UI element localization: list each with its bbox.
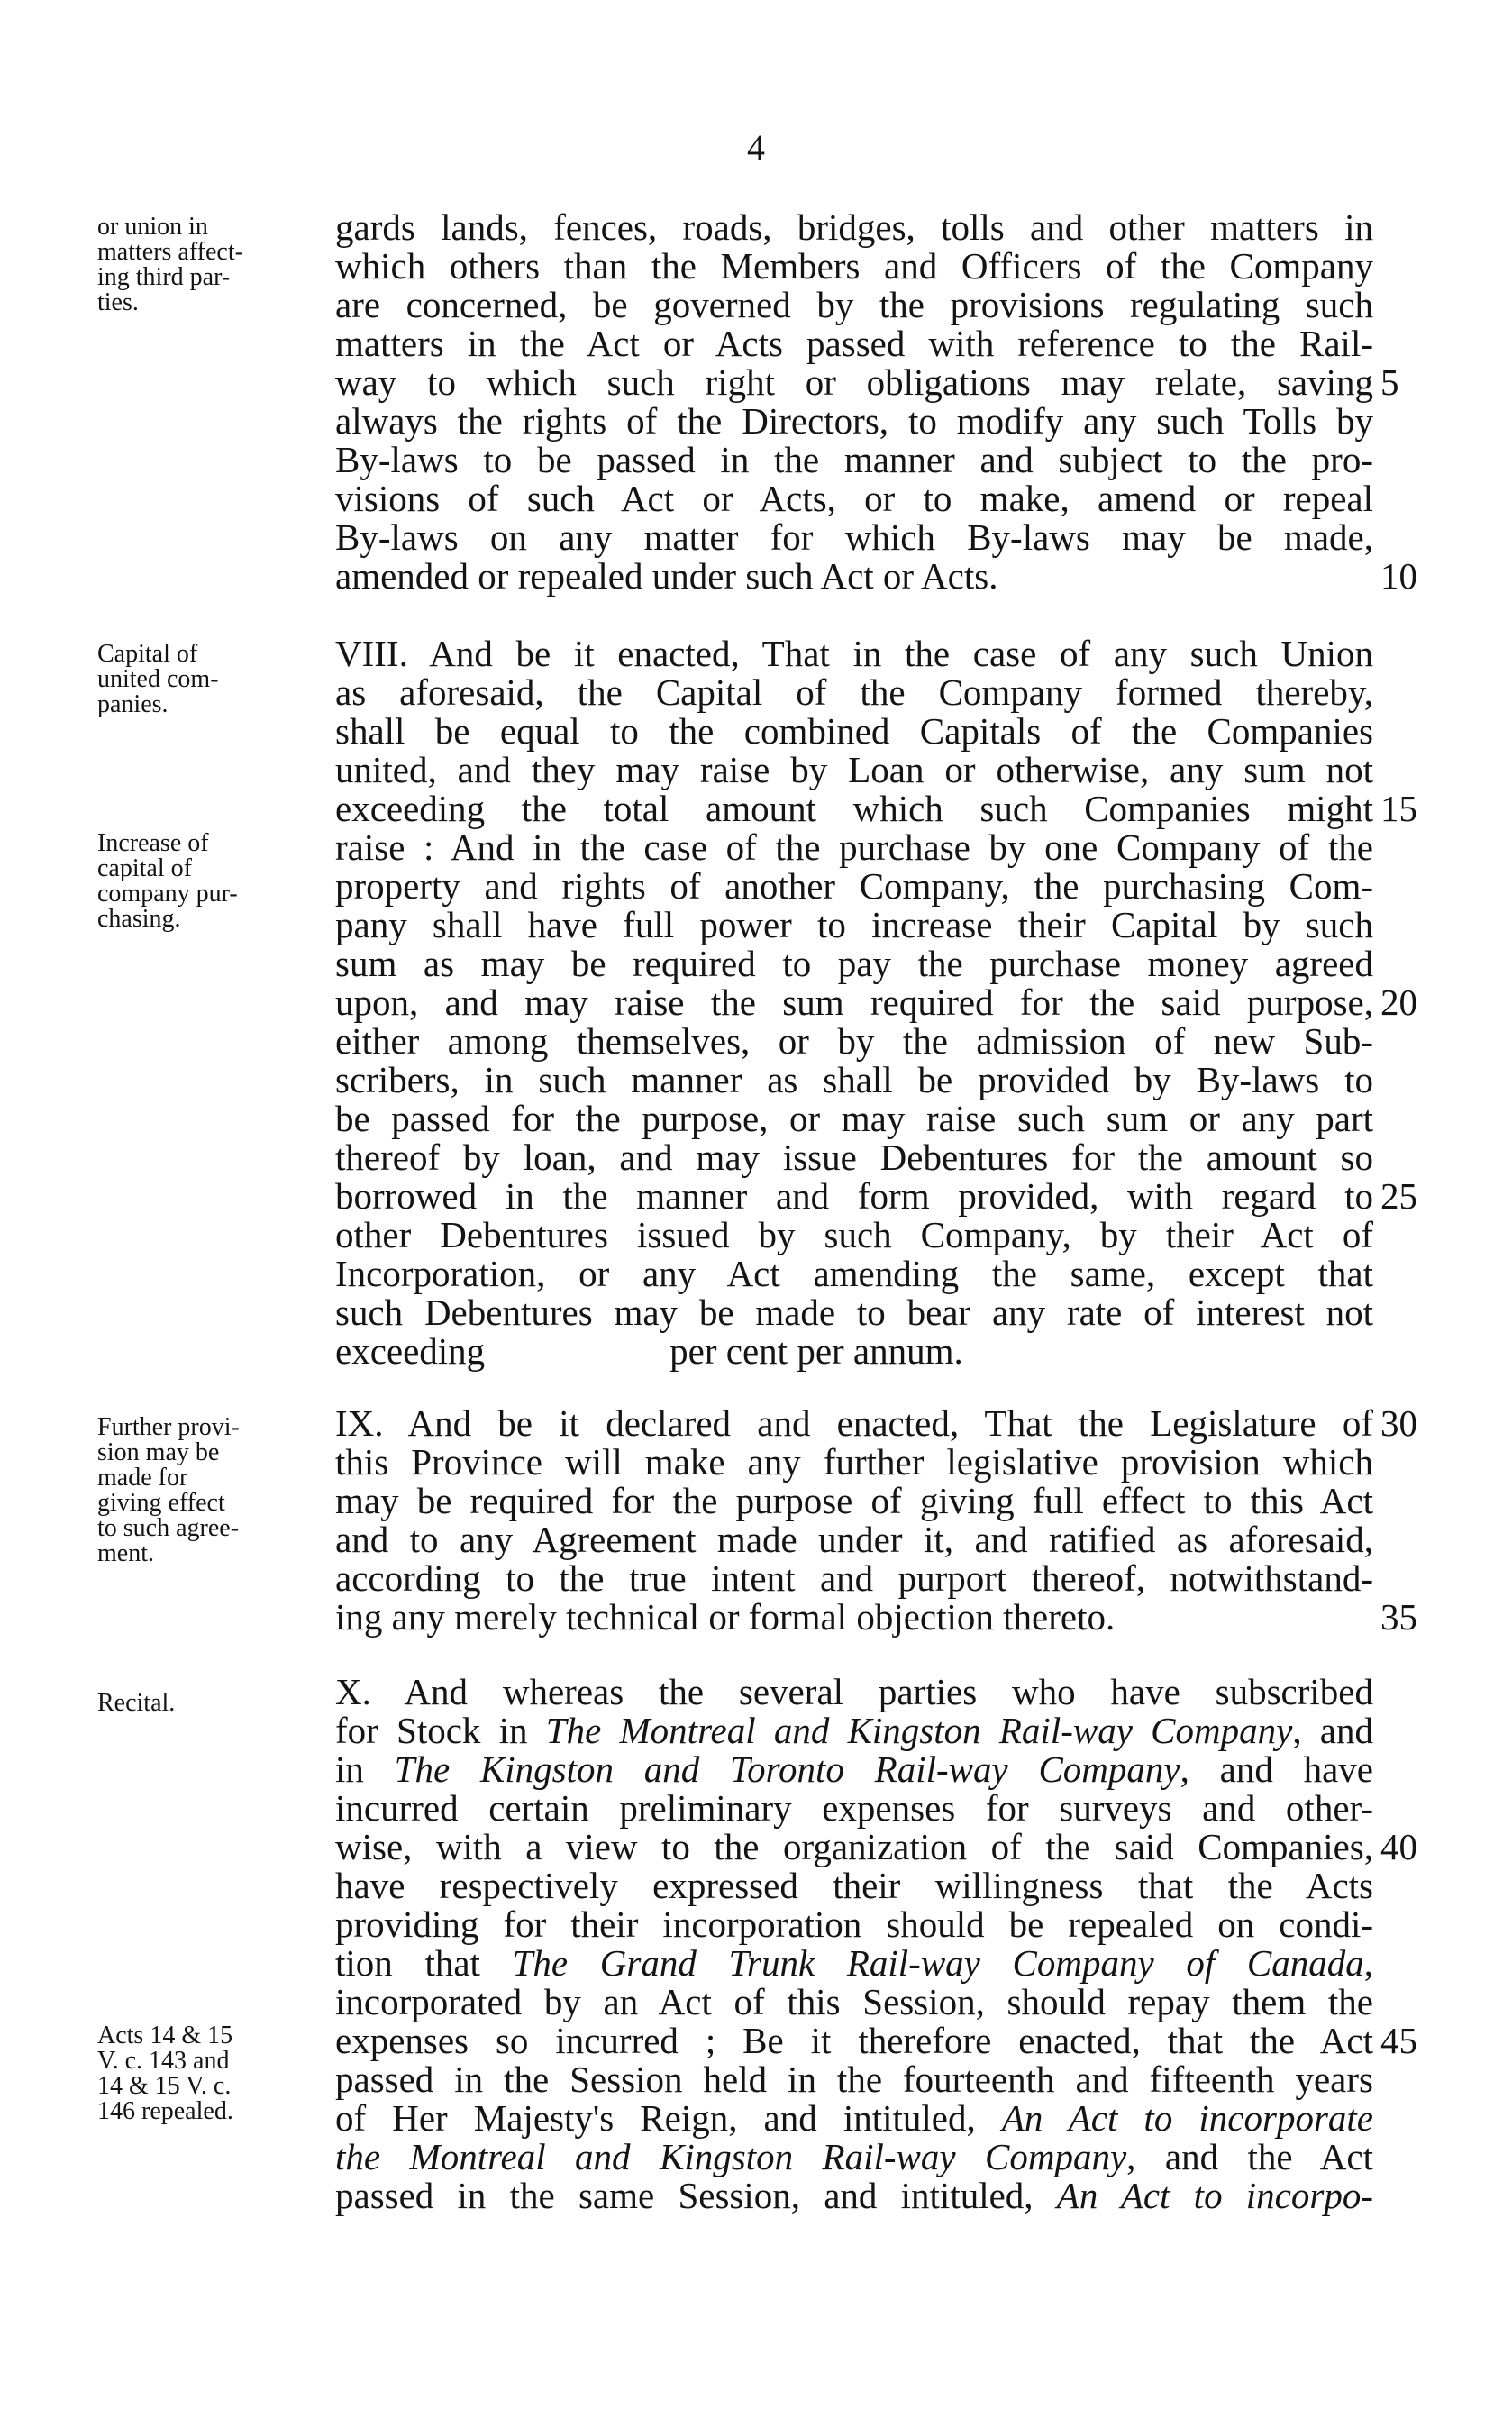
margin-note-line: Acts 14 & 15 bbox=[97, 2022, 233, 2049]
text-line: are concerned, be governed by the provisions regulating such bbox=[335, 284, 1373, 325]
margin-note-line: ties. bbox=[97, 288, 139, 316]
line-number: 10 bbox=[1380, 555, 1417, 597]
margin-note-line: sion may be bbox=[97, 1438, 220, 1466]
text-line: scribers, in such manner as shall be provided by By-laws to bbox=[335, 1059, 1373, 1100]
text-line: for Stock in The Montreal and Kingston Rail-way Company, and bbox=[335, 1710, 1373, 1751]
text-line: have respectively expressed their willingness that the Acts bbox=[335, 1865, 1373, 1906]
margin-note-line: Further provi- bbox=[97, 1413, 240, 1441]
line-number: 30 bbox=[1380, 1402, 1417, 1444]
text-line: visions of such Act or Acts, or to make, amend or repeal bbox=[335, 478, 1373, 519]
text-line: be passed for the purpose, or may raise such sum or any part bbox=[335, 1098, 1373, 1139]
text-line: united, and they may raise by Loan or otherwise, any sum not bbox=[335, 749, 1373, 790]
text-line: of Her Majesty's Reign, and intituled, An Act to incorporate bbox=[335, 2097, 1373, 2139]
text-line: By-laws to be passed in the manner and subject to the pro- bbox=[335, 439, 1373, 480]
text-line: which others than the Members and Officers of the Company bbox=[335, 245, 1373, 287]
text-line: IX. And be it declared and enacted, That the Legislature of bbox=[335, 1402, 1373, 1444]
text-line: borrowed in the manner and form provided, with regard to bbox=[335, 1175, 1373, 1217]
text-line: exceeding the total amount which such Companies might bbox=[335, 788, 1373, 829]
text-line: always the rights of the Directors, to modify any such Tolls by bbox=[335, 400, 1373, 442]
margin-note-further-provision bbox=[97, 1415, 327, 1566]
text-line: in The Kingston and Toronto Rail-way Company, and have bbox=[335, 1748, 1373, 1790]
text-line: expenses so incurred ; Be it therefore enacted, that the Act bbox=[335, 2020, 1373, 2061]
margin-note-acts-repealed bbox=[97, 2023, 327, 2124]
line-number: 20 bbox=[1380, 981, 1417, 1023]
page-number: 4 bbox=[747, 127, 765, 168]
text-line: passed in the same Session, and intituled, An Act to incorpo- bbox=[335, 2175, 1373, 2216]
text-line: ing any merely technical or formal objection thereto. bbox=[335, 1596, 1116, 1638]
text-line: upon, and may raise the sum required for the said purpose, bbox=[335, 981, 1373, 1023]
text-line: way to which such right or obligations may relate, saving bbox=[335, 361, 1373, 403]
text-line: gards lands, fences, roads, bridges, tolls and other matters in bbox=[335, 206, 1373, 248]
text-line: X. And whereas the several parties who have subscribed bbox=[335, 1671, 1373, 1712]
margin-note-line: Capital of bbox=[97, 640, 198, 668]
text-line: raise : And in the case of the purchase by one Company of the bbox=[335, 826, 1373, 868]
text-line: and to any Agreement made under it, and ratified as aforesaid, bbox=[335, 1519, 1373, 1560]
margin-note-union bbox=[97, 215, 327, 315]
text-line: passed in the Session held in the fourteenth and fifteenth years bbox=[335, 2058, 1373, 2100]
text-line: according to the true intent and purport thereof, notwithstand- bbox=[335, 1557, 1373, 1599]
margin-note-line: or union in bbox=[97, 213, 208, 241]
margin-note-line: ment. bbox=[97, 1539, 154, 1567]
margin-note-capital bbox=[97, 642, 327, 717]
text-line: incurred certain preliminary expenses for surveys and other- bbox=[335, 1787, 1373, 1829]
line-number: 5 bbox=[1380, 361, 1399, 403]
text-line: shall be equal to the combined Capitals of the Companies bbox=[335, 710, 1373, 752]
margin-note-increase bbox=[97, 831, 327, 932]
text-line: pany shall have full power to increase their Capital by such bbox=[335, 904, 1373, 945]
text-line: thereof by loan, and may issue Debentures for the amount so bbox=[335, 1136, 1373, 1178]
margin-note-line: chasing. bbox=[97, 905, 181, 933]
margin-note-line: matters affect- bbox=[97, 238, 243, 266]
text-line: providing for their incorporation should be repealed on condi- bbox=[335, 1903, 1373, 1945]
line-number: 35 bbox=[1380, 1596, 1417, 1638]
text-line: amended or repealed under such Act or Acts. bbox=[335, 555, 998, 597]
margin-note-line: ing third par- bbox=[97, 263, 231, 291]
margin-note-line: giving effect bbox=[97, 1489, 225, 1517]
text-line: sum as may be required to pay the purchase money agreed bbox=[335, 943, 1373, 984]
text-line: may be required for the purpose of giving full effect to this Act bbox=[335, 1480, 1373, 1521]
text-line: matters in the Act or Acts passed with reference to the Rail- bbox=[335, 323, 1373, 364]
text-line: VIII. And be it enacted, That in the case of any such Union bbox=[335, 633, 1373, 674]
margin-note-line: united com- bbox=[97, 665, 219, 693]
text-line: incorporated by an Act of this Session, should repay them the bbox=[335, 1981, 1373, 2022]
margin-note-line: 146 repealed. bbox=[97, 2097, 233, 2125]
margin-note-line: company pur- bbox=[97, 880, 238, 908]
text-line: By-laws on any matter for which By-laws may be made, bbox=[335, 516, 1373, 558]
margin-note-line: capital of bbox=[97, 854, 192, 882]
margin-note-line: Recital. bbox=[97, 1689, 176, 1717]
text-line: other Debentures issued by such Company, by their Act of bbox=[335, 1214, 1373, 1255]
text-line: wise, with a view to the organization of the said Companies, bbox=[335, 1826, 1373, 1867]
text-line: exceeding per cent per annum. bbox=[335, 1330, 963, 1372]
text-line: as aforesaid, the Capital of the Company formed thereby, bbox=[335, 671, 1373, 713]
margin-note-line: Increase of bbox=[97, 829, 209, 857]
line-number: 40 bbox=[1380, 1826, 1417, 1867]
margin-note-line: to such agree- bbox=[97, 1514, 240, 1542]
margin-note-line: made for bbox=[97, 1464, 188, 1492]
text-line: either among themselves, or by the admission of new Sub- bbox=[335, 1020, 1373, 1062]
text-line: the Montreal and Kingston Rail-way Company, and the Act bbox=[335, 2136, 1373, 2177]
text-line: such Debentures may be made to bear any rate of interest not bbox=[335, 1292, 1373, 1333]
text-line: Incorporation, or any Act amending the same, except that bbox=[335, 1253, 1373, 1294]
margin-note-line: 14 & 15 V. c. bbox=[97, 2072, 232, 2100]
text-line: tion that The Grand Trunk Rail-way Company of Canada, bbox=[335, 1942, 1373, 1984]
text-line: this Province will make any further legislative provision which bbox=[335, 1441, 1373, 1483]
text-line: property and rights of another Company, the purchasing Com- bbox=[335, 865, 1373, 907]
line-number: 45 bbox=[1380, 2020, 1417, 2061]
margin-note-line: V. c. 143 and bbox=[97, 2047, 230, 2075]
line-number: 25 bbox=[1380, 1175, 1417, 1217]
line-number: 15 bbox=[1380, 788, 1417, 829]
margin-note-line: panies. bbox=[97, 690, 169, 718]
margin-note-recital bbox=[97, 1691, 327, 1716]
